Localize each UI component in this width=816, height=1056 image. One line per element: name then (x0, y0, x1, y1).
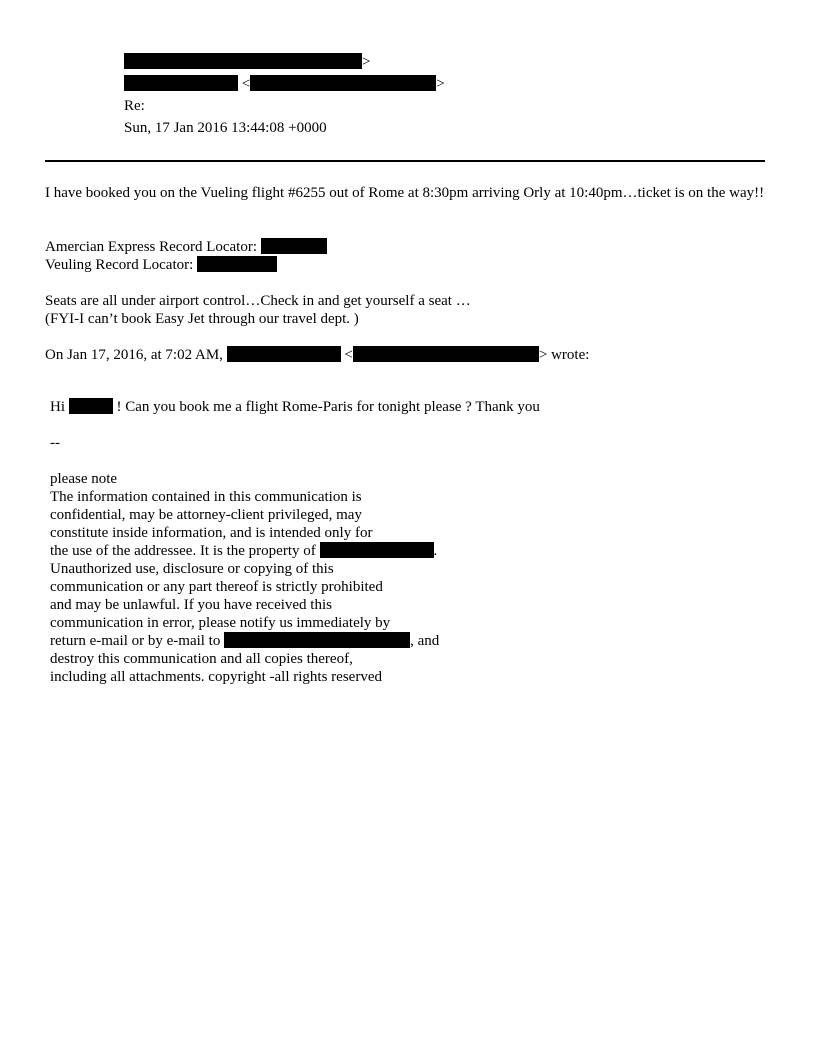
attribution-line (45, 346, 589, 364)
property-suffix: . (433, 543, 438, 559)
disclaimer-line: please note (50, 471, 118, 487)
disclaimer-line: constitute inside information, and is intended only for (50, 525, 373, 541)
disclaimer-line: the use of the addressee. It is the property of (50, 543, 316, 559)
disclaimer-email-line (50, 632, 439, 650)
redacted-recipient-email (250, 75, 436, 91)
disclaimer-line: confidential, may be attorney-client privileged, may (50, 507, 362, 523)
disclaimer-line: including all attachments. copyright -all rights reserved (50, 669, 382, 685)
attribution-suffix: > wrote: (538, 347, 590, 363)
signature-separator: -- (50, 435, 60, 451)
disclaimer-property-line (50, 542, 437, 560)
vueling-locator-line (45, 256, 277, 274)
redacted-amex-locator (261, 238, 327, 254)
disclaimer-line: communication or any part thereof is strictly prohibited (50, 579, 383, 595)
attribution-prefix: On Jan 17, 2016, at 7:02 AM, (45, 347, 223, 363)
subject-value: Re: (124, 98, 145, 114)
from-suffix: > (362, 54, 371, 70)
disclaimer-line: The information contained in this communication is (50, 489, 362, 505)
redacted-company-name (320, 542, 434, 558)
disclaimer-line: Unauthorized use, disclosure or copying of this (50, 561, 334, 577)
redacted-attribution-email (353, 346, 539, 362)
disclaimer-line: and may be unlawful. If you have received this (50, 597, 332, 613)
header-divider (45, 160, 765, 162)
to-gt: > (436, 76, 445, 92)
to-row (0, 74, 520, 94)
subject-row (0, 96, 520, 116)
vueling-locator-label: Veuling Record Locator: (45, 257, 194, 273)
fyi-line: (FYI-I can’t book Easy Jet through our travel dept. ) (45, 311, 359, 327)
greeting-rest: ! Can you book me a flight Rome-Paris for tonight please ? Thank you (116, 399, 540, 415)
amex-locator-line (45, 238, 327, 256)
from-row (0, 52, 520, 72)
disclaimer-line: destroy this communication and all copies thereof, (50, 651, 353, 667)
greeting-hi: Hi (50, 399, 65, 415)
email-suffix: , and (410, 633, 440, 649)
disclaimer-line: return e-mail or by e-mail to (50, 633, 221, 649)
quoted-greeting (50, 398, 540, 416)
attribution-lt: < (344, 347, 353, 363)
to-lt: < (241, 76, 251, 92)
redacted-sender (124, 53, 362, 69)
redacted-notify-email (224, 632, 410, 648)
booking-paragraph: I have booked you on the Vueling flight #6255 out of Rome at 8:30pm arriving Orly at 10:40pm…ticket is on the way!! (45, 185, 765, 201)
redacted-vueling-locator (197, 256, 277, 272)
date-row (0, 118, 520, 138)
redacted-attribution-name (227, 346, 341, 362)
redacted-recipient-name (124, 75, 238, 91)
date-value: Sun, 17 Jan 2016 13:44:08 +0000 (124, 120, 327, 136)
disclaimer-line: communication in error, please notify us immediately by (50, 615, 391, 631)
seats-line: Seats are all under airport control…Check in and get yourself a seat … (45, 293, 471, 309)
amex-locator-label: Amercian Express Record Locator: (45, 239, 257, 255)
redacted-greeting-name (69, 398, 113, 414)
